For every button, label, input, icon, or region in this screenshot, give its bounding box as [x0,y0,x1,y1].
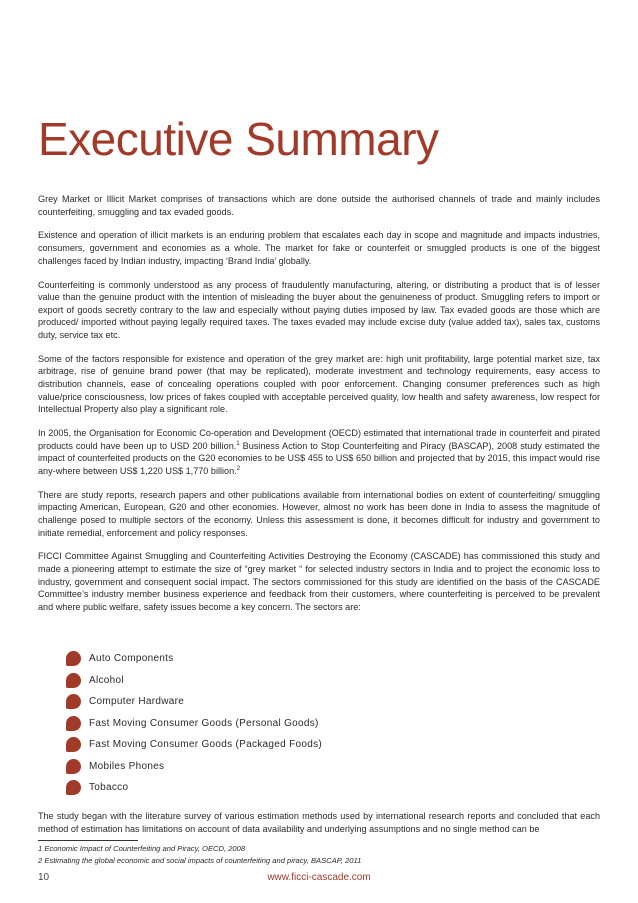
footer-url[interactable]: www.ficci-cascade.com [267,872,371,883]
footnote-ref: 1 [236,440,240,447]
sector-label: Fast Moving Consumer Goods (Packaged Foods) [89,739,322,751]
paragraph: Counterfeiting is commonly understood as any process of fraudulently manufacturing, altering, or distributing a product that is of lesser value than the genuine product with the intention of misleading the buyer about the genuineness of product. Smuggling refers to import or export of goods secretly contrary to the law and especially without paying duties imposed by law. Tax evaded goods are those which are produced/ imported without paying legally required taxes. The taxes evaded may include excise duty (value added tax), sales tax, customs duty, service tax etc. [38,279,600,340]
sector-list [66,648,466,799]
leaf-bullet-icon [66,716,81,731]
list-item [66,756,466,778]
page-title: Executive Summary [38,113,439,165]
leaf-bullet-icon [66,694,81,709]
page-number: 10 [38,872,50,883]
closing-paragraph: The study began with the literature survey of various estimation methods used by international research reports and concluded that each method of estimation has limitations on account of data availability and underlying assumptions and no single method can be [38,811,600,834]
footnote-ref: 2 [236,465,241,472]
list-item [66,777,466,799]
paragraph [38,427,600,477]
list-item [66,670,466,692]
paragraph: Some of the factors responsible for existence and operation of the grey market are: high unit profitability, large potential market size, tax arbitrage, rise of genuine brand power (that may be replicated), moderate investment and technology requirements, easy access to distribution channels, ease of concealing operations coupled with poor enforcement. Changing consumer preferences such as high value/price consciousness, low prices of fakes coupled with acceptable perceived quality, low health and safety awareness, low respect for Intellectual Property also play a significant role. [38,353,600,415]
sector-label: Auto Components [89,653,174,665]
sector-label: Computer Hardware [89,696,185,708]
sector-label: Tobacco [89,782,129,794]
list-item [66,648,466,670]
sector-label: Fast Moving Consumer Goods (Personal Goods) [89,717,319,729]
footnote: 1 Economic Impact of Counterfeiting and Piracy, OECD, 2008 [38,844,246,853]
leaf-bullet-icon [66,780,81,795]
sector-label: Alcohol [89,674,124,686]
footnote: 2 Estimating the global economic and social impacts of counterfeiting and piracy, BASCAP, 2011 [38,855,362,865]
list-item [66,691,466,713]
sector-label: Mobiles Phones [89,760,165,772]
paragraph-text: In 2005, the Organisation for Economic Co-operation and Development (OECD) estimated that international trade in counterfeit and pirated products could have been up to USD 200 billion. [38,428,600,451]
paragraph: FICCI Committee Against Smuggling and Counterfeiting Activities Destroying the Economy (CASCADE) has commissioned this study and made a pioneering attempt to estimate the size of “grey market “ for selected industry sectors in India and to project the economic loss to industry, government and consequent social impact. The sectors commissioned for this study are identified on the basis of the CASCADE Committee’s industry member business experience and feedback from their customers, where counterfeiting is perceived to be prevalent and where public welfare, safety issues become a key concern. The sectors are: [38,551,600,612]
leaf-bullet-icon [66,651,81,666]
leaf-bullet-icon [66,673,81,688]
list-item [66,734,466,756]
paragraph: Existence and operation of illicit markets is an enduring problem that escalates each day in scope and magnitude and impacts industries, consumers, government and economies as a whole. The market for fake or counterfeit or smuggled products is one of the biggest challenges faced by Indian industry, impacting ‘Brand India’ globally. [38,230,600,266]
footnote-divider [38,840,138,841]
leaf-bullet-icon [66,737,81,752]
footnotes [38,843,598,866]
paragraph-text: Business Action to Stop Counterfeiting and Piracy (BASCAP), 2008 study estimated the impact of counterfeited products on the G20 economies to be US$ 455 to US$ 650 billion and projected that by 2015, this impact would rise any-where between US$ 1,220 US$ 1,770 billion. [38,440,600,476]
list-item [66,713,466,735]
leaf-bullet-icon [66,759,81,774]
paragraph: Grey Market or Illicit Market comprises of transactions which are done outside the authorised channels of trade and mainly includes counterfeiting, smuggling and tax evaded goods. [38,194,600,217]
paragraph: There are study reports, research papers and other publications available from international bodies on extent of counterfeiting/ smuggling impacting American, European, G20 and other economies. However, almost no work has been done in India to assess the magnitude of challenge posed to multiple sectors of the economy. Unless this assessment is done, it becomes difficult for industry and government to initiate remedial, enforcement and policy responses. [38,489,600,538]
body-text [38,193,600,625]
